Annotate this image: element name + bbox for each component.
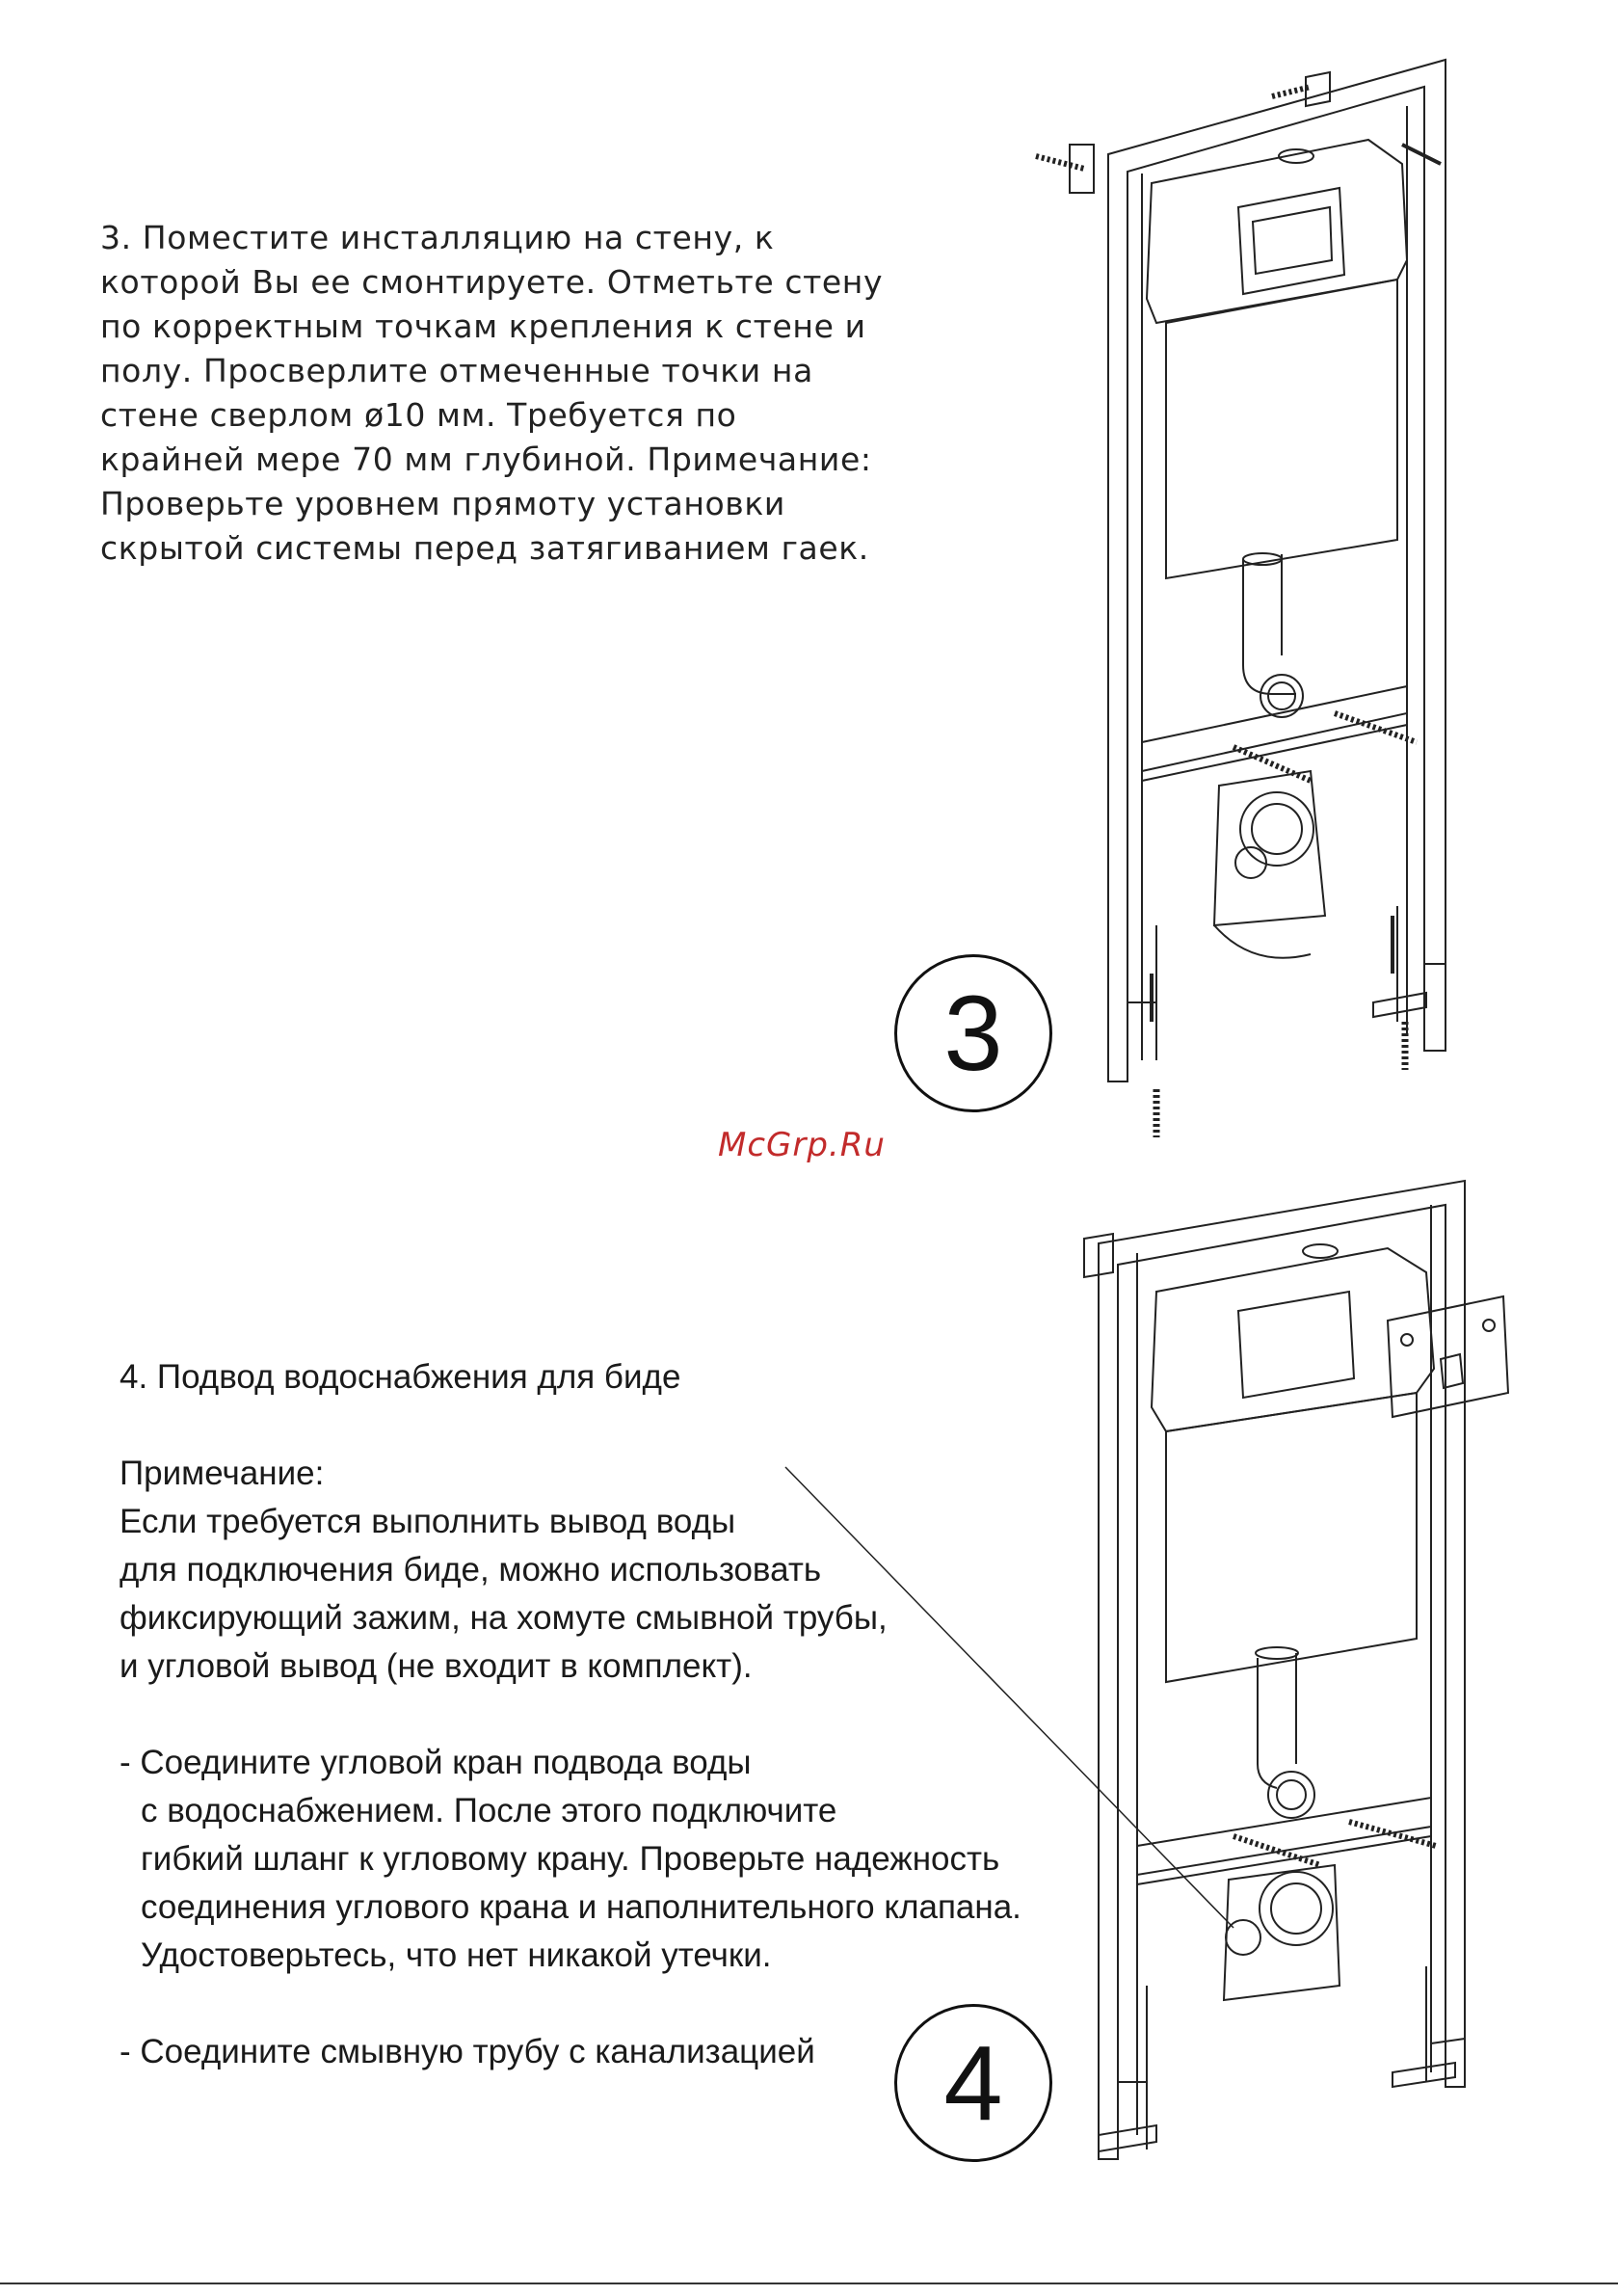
step3-line: 3. Поместите инсталляцию на стену, к [100,219,775,256]
step4-number-badge: 4 [894,2004,1052,2162]
step4-note-line: Если требуется выполнить вывод воды [119,1503,736,1540]
installation-frame-drawing-step3 [1036,60,1446,1137]
step4-note-line: для подключения биде, можно использовать [119,1551,822,1589]
step3-line: скрытой системы перед затягиванием гаек. [100,529,869,567]
step4-bullet1-line: - Соедините угловой кран подвода воды [119,1744,752,1781]
step3-line: Проверьте уровнем прямоту установки [100,485,785,522]
step3-instructions [100,216,884,571]
step4-instructions [119,1353,1083,2076]
step3-line: крайней мере 70 мм глубиной. Примечание: [100,441,872,478]
step3-number-badge: 3 [894,954,1052,1112]
step4-bullet1-line: Удостоверьтесь, что нет никакой утечки. [141,1936,772,1974]
step4-title: 4. Подвод водоснабжения для биде [119,1358,681,1396]
step3-line: полу. Просверлите отмеченные точки на [100,352,813,389]
page-bottom-rule [0,2283,1618,2284]
installation-frame-drawing-step4 [1084,1181,1508,2159]
step3-line: которой Вы ее смонтируете. Отметьте стену [100,263,884,301]
step3-line: по корректным точкам крепления к стене и [100,307,866,345]
step4-bullet1-line: гибкий шланг к угловому крану. Проверьте надежность [141,1840,1000,1878]
watermark: McGrp.Ru [718,1126,886,1164]
step4-bullet2: - Соедините смывную трубу с канализацией [119,2033,815,2070]
step4-note-line: фиксирующий зажим, на хомуте смывной трубы, [119,1599,888,1637]
step3-line: стене сверлом ø10 мм. Требуется по [100,396,737,434]
step4-note-label: Примечание: [119,1455,325,1492]
step4-bullet1-line: с водоснабжением. После этого подключите [141,1792,837,1829]
step4-bullet1-line: соединения углового крана и наполнительного клапана. [141,1888,1021,1926]
step4-note-line: и угловой вывод (не входит в комплект). [119,1647,753,1685]
